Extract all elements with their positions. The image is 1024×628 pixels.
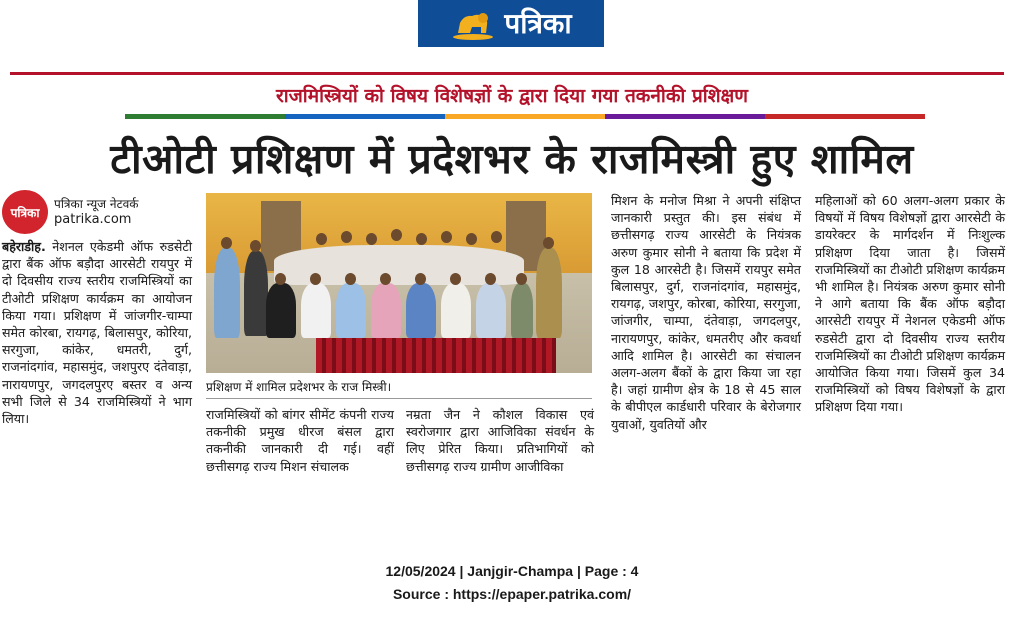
- photo-caption: प्रशिक्षण में शामिल प्रदेशभर के राज मिस्त्री।: [206, 380, 392, 394]
- footer-date-edition: 12/05/2024 | Janjgir-Champa | Page : 4: [385, 563, 639, 579]
- column-5: महिलाओं को 60 अलग-अलग प्रकार के विषयों में विषय विशेषज्ञों द्वारा आरसेटी के डायरेक्टर के मार्गदर्शन में निःशुल्क प्रशिक्षण दिया जाता है। जिसमें राजमिस्त्रियों का टीओटी प्रशिक्षण कार्यक्रम भी शामिल है। नियंत्रक अरुण कुमार सोनी ने आगे बताया कि बैंक ऑफ बड़ौदा आरसेटी रायपुर में नेशनल एकेडमी ऑफ रुडसेटी द्वारा दो दिवसीय राज्य स्तरीय राजमिस्त्रियों का टीओटी प्रशिक्षण कार्यक्रम आयोजित किया गया। जिसमें कुल 34 राजमिस्त्रियों को विषय विशेषज्ञों के द्वारा प्रशिक्षण दिया गया।: [815, 193, 1005, 415]
- column-4: मिशन के मनोज मिश्रा ने अपनी संक्षिप्त जानकारी प्रस्तुत की। इस संबंध में छत्तीसगढ़ राज्य आरसेटी के नियंत्रक अरुण कुमार सोनी ने बताया कि प्रदेश में कुल 18 आरसेटी है। जिसमें रायपुर समेत बिलासपुर, दुर्ग, राजनांदगांव, महासमुंद, रायगढ़, जशपुर, कोरबा, कोरिया, सरगुजा, जांजगीर, चाम्पा, दंतेवाड़ा, जगदलपुर, नारायणपुर, कांकेर, धमतरीए और कवर्धा आदि शामिल है। आरसेटी का संचालन अलग-अलग बैंकों के द्वारा किया जा रहा है। जहां ग्रामीण क्षेत्र के 18 से 45 साल के बीपीएल कार्डधारी परिवार के बेरोजगार युवाओं, युवतियों और: [611, 193, 801, 432]
- column-1-text: नेशनल एकेडमी ऑफ रुडसेटी द्वारा बैंक ऑफ बड़ौदा आरसेटी रायपुर में दो दिवसीय राज्य स्तरीय राजमिस्त्रियों का टीओटी प्रशिक्षण कार्यक्रम का आयोजन किया गया। प्रशिक्षण में जांजगीर-चाम्पा समेत कोरबा, रायगढ़, बिलासपुर, कोरिया, सरगुजा, कांकेर, धमतरी, दुर्ग, राजनांदगांव, महासमुंद, जशपुरए दंतेवाड़ा, नारायणपुर, जगदलपुरए बस्तर व अन्य सभी जिले से 34 राजमिस्त्रियों ने भाग लिया।: [2, 239, 192, 427]
- byline-name: पत्रिका न्यूज नेटवर्क: [54, 197, 139, 211]
- dateline: बहेराडीह.: [2, 239, 46, 254]
- group-photo: [206, 193, 592, 373]
- footer-source: Source : https://epaper.patrika.com/: [392, 586, 632, 602]
- article-headline: टीओटी प्रशिक्षण में प्रदेशभर के राजमिस्त्री हुए शामिल: [110, 135, 914, 183]
- patrika-badge-icon: पत्रिका: [2, 190, 48, 234]
- top-rule: [10, 72, 1004, 75]
- caption-divider: [206, 398, 592, 399]
- color-strip: [125, 114, 925, 119]
- news-article: [0, 70, 1024, 530]
- column-1: [2, 238, 192, 427]
- patrika-logo: [418, 0, 604, 47]
- article-kicker: राजमिस्त्रियों को विषय विशेषज्ञों के द्वारा दिया गया तकनीकी प्रशिक्षण: [276, 85, 748, 107]
- byline-url: patrika.com: [54, 212, 132, 227]
- lion-emblem-icon: [450, 7, 496, 41]
- column-2: राजमिस्त्रियों को बांगर सीमेंट कंपनी राज्य तकनीकी प्रमुख धीरज बंसल द्वारा तकनीकी जानकारी दी गई। वहीं छत्तीसगढ़ राज्य मिशन संचालक: [206, 407, 394, 474]
- byline: [2, 190, 139, 234]
- logo-wordmark: पत्रिका: [504, 6, 572, 40]
- column-3: नम्रता जैन ने कौशल विकास एवं स्वरोजगार द्वारा आजिविका संवर्धन के लिए प्रेरित किया। प्रतिभागियों को छत्तीसगढ़ राज्य ग्रामीण आजीविका: [406, 407, 594, 474]
